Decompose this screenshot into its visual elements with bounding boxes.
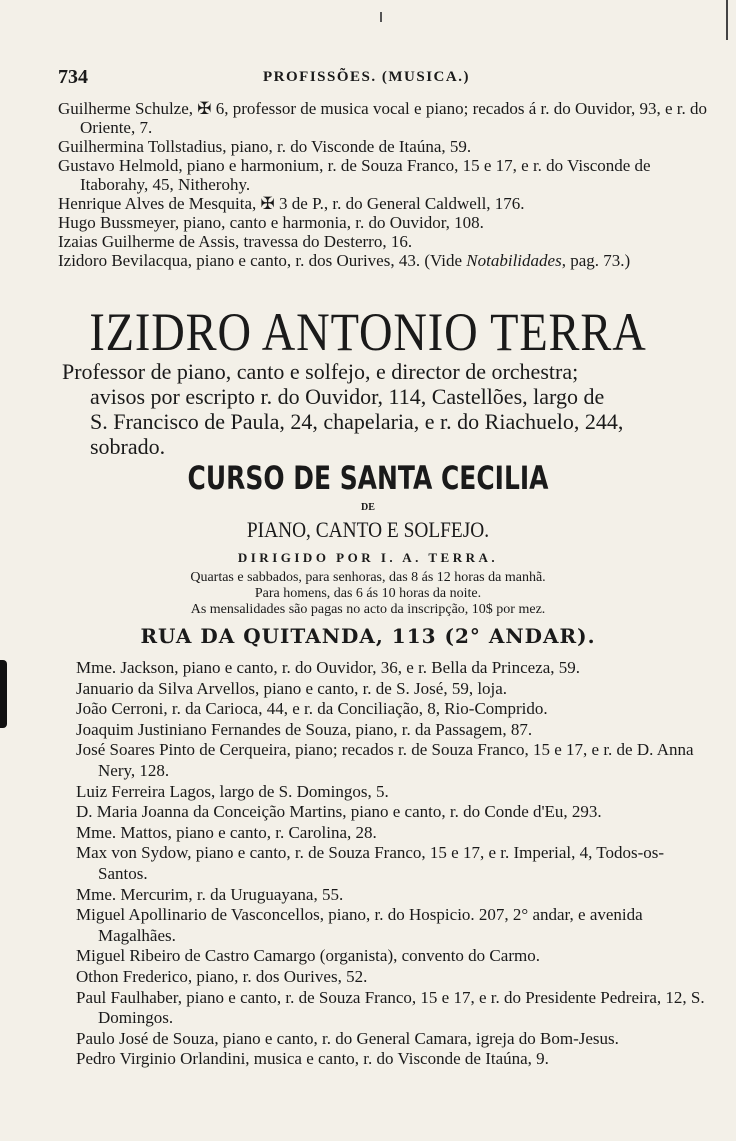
directory-entry: D. Maria Joanna da Conceição Martins, piano e canto, r. do Conde d'Eu, 293. bbox=[76, 802, 602, 822]
directory-entry: Mme. Mattos, piano e canto, r. Carolina, 28. bbox=[76, 822, 377, 842]
entry-text: Izidoro Bevilacqua, piano e canto, r. dos Ourives, 43. (Vide bbox=[58, 251, 467, 270]
directory-entry-bevilacqua bbox=[58, 251, 708, 270]
ad-curso-de: DE bbox=[361, 502, 375, 513]
ad-curso-info-line: Para homens, das 6 ás 10 horas da noite. bbox=[254, 586, 482, 601]
directory-entry: Mme. Jackson, piano e canto, r. do Ouvidor, 36, e r. Bella da Princeza, 59. bbox=[76, 658, 580, 677]
directory-entry: Henrique Alves de Mesquita, ✠ 3 de P., r. do General Caldwell, 176. bbox=[58, 194, 525, 213]
page-number: 734 bbox=[58, 66, 88, 88]
directory-entry: João Cerroni, r. da Carioca, 44, e r. da Conciliação, 8, Rio-Comprido. bbox=[76, 699, 548, 719]
directory-entry: Guilherme Schulze, ✠ 6, professor de musica vocal e piano; recados á r. do Ouvidor, 93, e r. do Oriente, 7. bbox=[58, 99, 707, 137]
ad-terra-line: sobrado. bbox=[90, 434, 166, 459]
directory-entry: Joaquim Justiniano Fernandes de Souza, piano, r. da Passagem, 87. bbox=[76, 719, 533, 739]
directory-entry: Paulo José de Souza, piano e canto, r. do General Camara, igreja do Bom-Jesus. bbox=[76, 1028, 619, 1048]
ad-terra-line: Professor de piano, canto e solfejo, e director de orchestra; bbox=[62, 359, 579, 384]
ad-curso-subtitle: PIANO, CANTO E SOLFEJO. bbox=[246, 517, 490, 542]
running-title: PROFISSÕES. (MUSICA.) bbox=[263, 69, 470, 85]
directory-entry: Paul Faulhaber, piano e canto, r. de Souza Franco, 15 e 17, e r. do Presidente Pedreira, 12, S. Domingos. bbox=[76, 987, 705, 1028]
directory-entry: Othon Frederico, piano, r. dos Ourives, 52. bbox=[76, 966, 368, 986]
ad-terra-line: avisos por escripto r. do Ouvidor, 114, Castellões, largo de bbox=[90, 384, 605, 409]
directory-entry: Pedro Virginio Orlandini, musica e canto, r. do Visconde de Itaúna, 9. bbox=[76, 1049, 549, 1069]
ad-terra-line: S. Francisco de Paula, 24, chapelaria, e r. do Riachuelo, 244, bbox=[90, 409, 624, 434]
ad-curso-address: RUA DA QUITANDA, 113 (2° ANDAR). bbox=[140, 624, 596, 648]
ad-curso-title: CURSO DE SANTA CECILIA bbox=[187, 459, 549, 497]
directory-entry: José Soares Pinto de Cerqueira, piano; recados r. de Souza Franco, 15 e 17, e r. de D. Anna Nery, 128. bbox=[76, 740, 694, 780]
ad-terra-name: IZIDRO ANTONIO TERRA bbox=[89, 302, 647, 362]
entry-text-tail: , pag. 73.) bbox=[561, 251, 631, 270]
ad-curso-info-line: Quartas e sabbados, para senhoras, das 8 ás 12 horas da manhã. bbox=[190, 570, 546, 585]
entry-italic-ref: Notabilidades bbox=[466, 251, 562, 270]
print-mark bbox=[380, 12, 382, 22]
ad-curso-info-line: As mensalidades são pagas no acto da inscripção, 10$ por mez. bbox=[190, 602, 546, 617]
ink-blot bbox=[0, 660, 7, 728]
entries-bottom bbox=[76, 658, 708, 1070]
ad-terra-text bbox=[62, 359, 712, 459]
directory-entry: Hugo Bussmeyer, piano, canto e harmonia, r. do Ouvidor, 108. bbox=[58, 213, 484, 232]
directory-entry: Guilhermina Tollstadius, piano, r. do Visconde de Itaúna, 59. bbox=[58, 137, 472, 156]
directory-entry: Max von Sydow, piano e canto, r. de Souza Franco, 15 e 17, e r. Imperial, 4, Todos-os-Santos. bbox=[76, 843, 665, 883]
directory-entry: Miguel Ribeiro de Castro Camargo (organista), convento do Carmo. bbox=[76, 946, 540, 966]
entries-top bbox=[58, 99, 708, 270]
directory-entry: Mme. Mercurim, r. da Uruguayana, 55. bbox=[76, 884, 344, 904]
directory-entry: Gustavo Helmold, piano e harmonium, r. de Souza Franco, 15 e 17, e r. do Visconde de Itaborahy, 45, Nitherohy. bbox=[58, 156, 651, 194]
page-edge-mark bbox=[726, 0, 728, 40]
page-header bbox=[58, 66, 698, 92]
ad-curso-info bbox=[0, 570, 736, 618]
directory-entry: Izaias Guilherme de Assis, travessa do Desterro, 16. bbox=[58, 232, 413, 251]
directory-entry: Luiz Ferreira Lagos, largo de S. Domingos, 5. bbox=[76, 781, 389, 801]
directory-entry: Januario da Silva Arvellos, piano e canto, r. de S. José, 59, loja. bbox=[76, 678, 508, 698]
ad-curso-directed: DIRIGIDO POR I. A. TERRA. bbox=[237, 550, 499, 565]
directory-entry: Miguel Apollinario de Vasconcellos, piano, r. do Hospicio. 207, 2° andar, e avenida Magalhães. bbox=[76, 905, 643, 945]
